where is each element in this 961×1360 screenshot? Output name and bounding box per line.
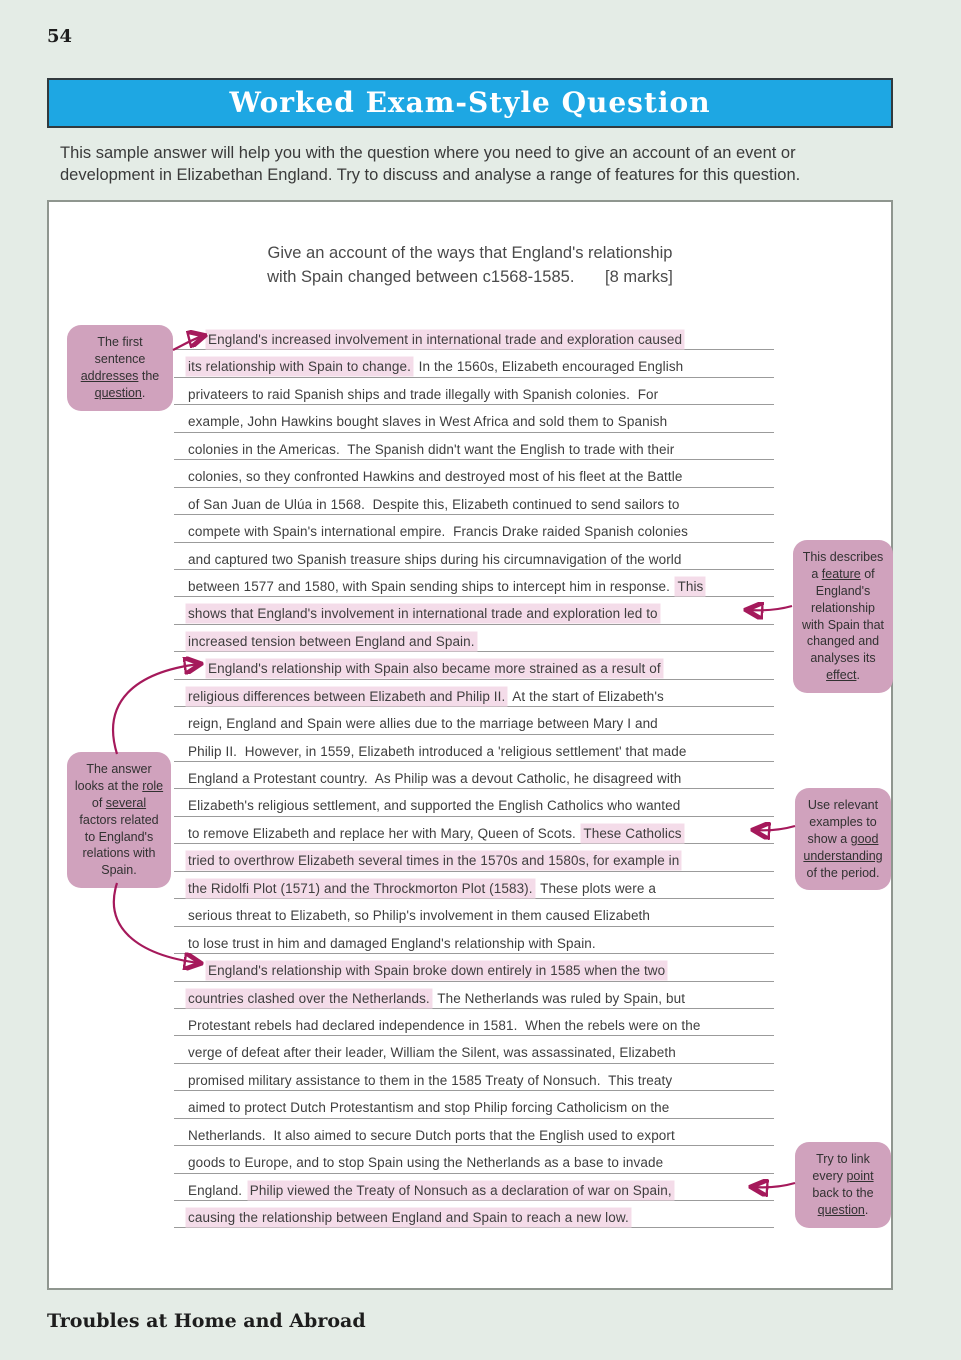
answer-text-highlighted: the Ridolfi Plot (1571) and the Throckmorton Plot (1583). [188, 880, 533, 896]
answer-text-segment: privateers to raid Spanish ships and trade illegally with Spanish colonies. For [188, 386, 659, 402]
callout-keyword: point [846, 1168, 874, 1183]
answer-text-highlighted: religious differences between Elizabeth and Philip II. [188, 688, 506, 704]
answer-line [174, 789, 774, 816]
answer-text-segment: compete with Spain's international empire. Francis Drake raided Spanish colonies [188, 524, 688, 540]
answer-line [174, 652, 774, 679]
callout-text: . [864, 1202, 869, 1217]
answer-text-segment: serious threat to Elizabeth, so Philip's involvement in them caused Elizabeth [188, 908, 651, 924]
callout-arrow-to-line24 [107, 877, 217, 977]
answer-line [174, 844, 774, 871]
callout-keyword: addresses [80, 368, 139, 383]
callout-text: back to the [812, 1185, 874, 1200]
answer-text-segment: In the 1560s, Elizabeth encouraged English [410, 359, 684, 375]
answer-text-segment: Philip II. However, in 1559, Elizabeth introduced a 'religious settlement' that made [188, 743, 687, 759]
question-line-1: Give an account of the ways that England's relationship [267, 244, 673, 262]
answer-line [174, 872, 774, 899]
answer-text-segment: to remove Elizabeth and replace her with Mary, Queen of Scots. [188, 825, 584, 841]
answer-text-segment: England. [188, 1182, 250, 1198]
question-text: with Spain changed between c1568-1585. [267, 267, 575, 286]
answer-text-highlighted: England's relationship with Spain broke down entirely in 1585 when the two [208, 963, 666, 979]
answer-text-highlighted: These Catholics [583, 825, 682, 841]
callout-text: of England's relationship with Spain that changed and analyses its [802, 566, 884, 666]
answer-line [174, 1009, 774, 1036]
section-banner [47, 78, 893, 128]
answer-line [174, 570, 774, 597]
answer-text-highlighted: England's increased involvement in international trade and exploration caused [208, 332, 683, 347]
callout-text: Try to link every [812, 1152, 870, 1183]
callout-text: factors related to England's relations with Spain. [79, 812, 159, 878]
answer-text-segment: promised military assistance to them in the 1585 Treaty of Nonsuch. This treaty [188, 1072, 673, 1088]
answer-line [174, 378, 774, 405]
answer-line [174, 323, 774, 350]
answer-text-segment: Elizabeth's religious settlement, and supported the English Catholics who wanted [188, 798, 681, 814]
answer-line [174, 954, 774, 981]
answer-text-segment: At the start of Elizabeth's [505, 688, 664, 704]
callout-arrow-to-line11 [742, 601, 794, 617]
answer-text-segment: Netherlands. It also aimed to secure Dutch ports that the English used to export [188, 1127, 675, 1143]
callout-arrow-to-line19 [749, 821, 797, 837]
answer-line [174, 405, 774, 432]
answer-line [174, 1119, 774, 1146]
footer-title: Troubles at Home and Abroad [47, 1310, 366, 1332]
annotation-role-of-factors [67, 752, 171, 888]
callout-keyword: feature [821, 566, 861, 581]
answer-text-segment: to lose trust in him and damaged England's relationship with Spain. [188, 935, 596, 951]
answer-text-highlighted: Philip viewed the Treaty of Nonsuch as a declaration of war on Spain, [249, 1182, 672, 1198]
annotation-feature-effect [793, 540, 893, 693]
answer-line [174, 543, 774, 570]
answer-line [174, 1146, 774, 1173]
callout-arrow-to-line13 [107, 654, 217, 759]
callout-arrow-to-line32 [747, 1178, 797, 1194]
answer-text-segment: colonies, so they confronted Hawkins and destroyed most of his fleet at the Battle [188, 469, 683, 485]
callout-keyword: question [94, 385, 142, 400]
answer-text-segment: example, John Hawkins bought slaves in West Africa and sold them to Spanish [188, 414, 668, 430]
section-title: Worked Exam-Style Question [229, 86, 711, 119]
answer-line [174, 625, 774, 652]
answer-text-segment: The Netherlands was ruled by Spain, but [429, 990, 686, 1006]
answer-line [174, 1201, 774, 1228]
answer-text-highlighted: increased tension between England and Spain. [188, 633, 475, 649]
callout-text: . [141, 385, 146, 400]
answer-line [174, 817, 774, 844]
answer-text-segment: Protestant rebels had declared independence in 1581. When the rebels were on the [188, 1017, 701, 1033]
answer-line [174, 597, 774, 624]
answer-text-segment: of San Juan de Ulúa in 1568. Despite this, Elizabeth continued to send sailors to [188, 496, 680, 512]
answer-text-highlighted: England's relationship with Spain also became more strained as a result of [208, 661, 661, 677]
answer-line [174, 350, 774, 377]
answer-line [174, 680, 774, 707]
answer-line [174, 927, 774, 954]
callout-keyword: effect [826, 668, 857, 683]
answer-text-highlighted: causing the relationship between England and Spain to reach a new low. [188, 1210, 629, 1225]
callout-arrow-to-line1 [171, 328, 211, 354]
answer-line [174, 735, 774, 762]
answer-line [174, 1091, 774, 1118]
callout-text: The first sentence [94, 335, 146, 366]
answer-line [174, 1174, 774, 1201]
answer-line [174, 899, 774, 926]
callout-text: The answer looks at the [74, 762, 152, 793]
callout-keyword: several [105, 795, 147, 810]
answer-text-highlighted: This [677, 578, 704, 594]
answer-line [174, 1064, 774, 1091]
answer-text-segment: and captured two Spanish treasure ships during his circumnavigation of the world [188, 551, 682, 567]
answer-line [174, 707, 774, 734]
exam-question [49, 242, 891, 290]
answer-line [174, 762, 774, 789]
callout-text: Use relevant examples to show a [807, 798, 879, 846]
callout-text: of the period. [806, 865, 880, 880]
callout-keyword: good understanding [803, 831, 883, 863]
callout-text: . [856, 668, 860, 683]
answer-line [174, 460, 774, 487]
answer-text-segment: colonies in the Americas. The Spanish didn't want the English to trade with their [188, 441, 675, 457]
callout-keyword: role [142, 778, 164, 793]
page-number: 54 [47, 26, 73, 47]
callout-text: of [91, 795, 106, 810]
marks-label: [8 marks] [605, 267, 673, 286]
callout-text: This describes a [802, 550, 884, 581]
answer-text-highlighted: shows that England's involvement in international trade and exploration led to [188, 606, 658, 622]
question-line-2 [49, 266, 891, 290]
callout-text: the [138, 368, 160, 383]
callout-keyword: question [817, 1202, 865, 1217]
answer-text-segment: aimed to protect Dutch Protestantism and stop Philip forcing Catholicism on the [188, 1100, 670, 1116]
answer-line [174, 982, 774, 1009]
answer-text-highlighted: tried to overthrow Elizabeth several times in the 1570s and 1580s, for example in [188, 853, 680, 869]
answer-text-segment: These plots were a [532, 880, 656, 896]
answer-text-segment: verge of defeat after their leader, William the Silent, was assassinated, Elizabeth [188, 1045, 676, 1061]
answer-line [174, 488, 774, 515]
answer-line [174, 1036, 774, 1063]
answer-text-highlighted: countries clashed over the Netherlands. [188, 990, 430, 1006]
annotation-link-to-question [795, 1142, 891, 1228]
answer-text-segment: goods to Europe, and to stop Spain using the Netherlands as a base to invade [188, 1155, 664, 1171]
annotation-first-sentence [67, 325, 173, 411]
answer-text-segment: England a Protestant country. As Philip was a devout Catholic, he disagreed with [188, 771, 682, 786]
answer-lines [174, 323, 774, 1228]
intro-text: This sample answer will help you with the question where you need to give an account of an event or development in Elizabethan England. Try to discuss and analyse a range of features for this question. [60, 144, 801, 185]
answer-line [174, 515, 774, 542]
answer-line [174, 433, 774, 460]
answer-text-highlighted: its relationship with Spain to change. [188, 359, 411, 375]
answer-text-segment: between 1577 and 1580, with Spain sending ships to intercept him in response. [188, 578, 678, 594]
exam-answer-box [47, 200, 893, 1290]
answer-text-segment: reign, England and Spain were allies due to the marriage between Mary I and [188, 716, 658, 732]
annotation-relevant-examples [795, 788, 891, 890]
